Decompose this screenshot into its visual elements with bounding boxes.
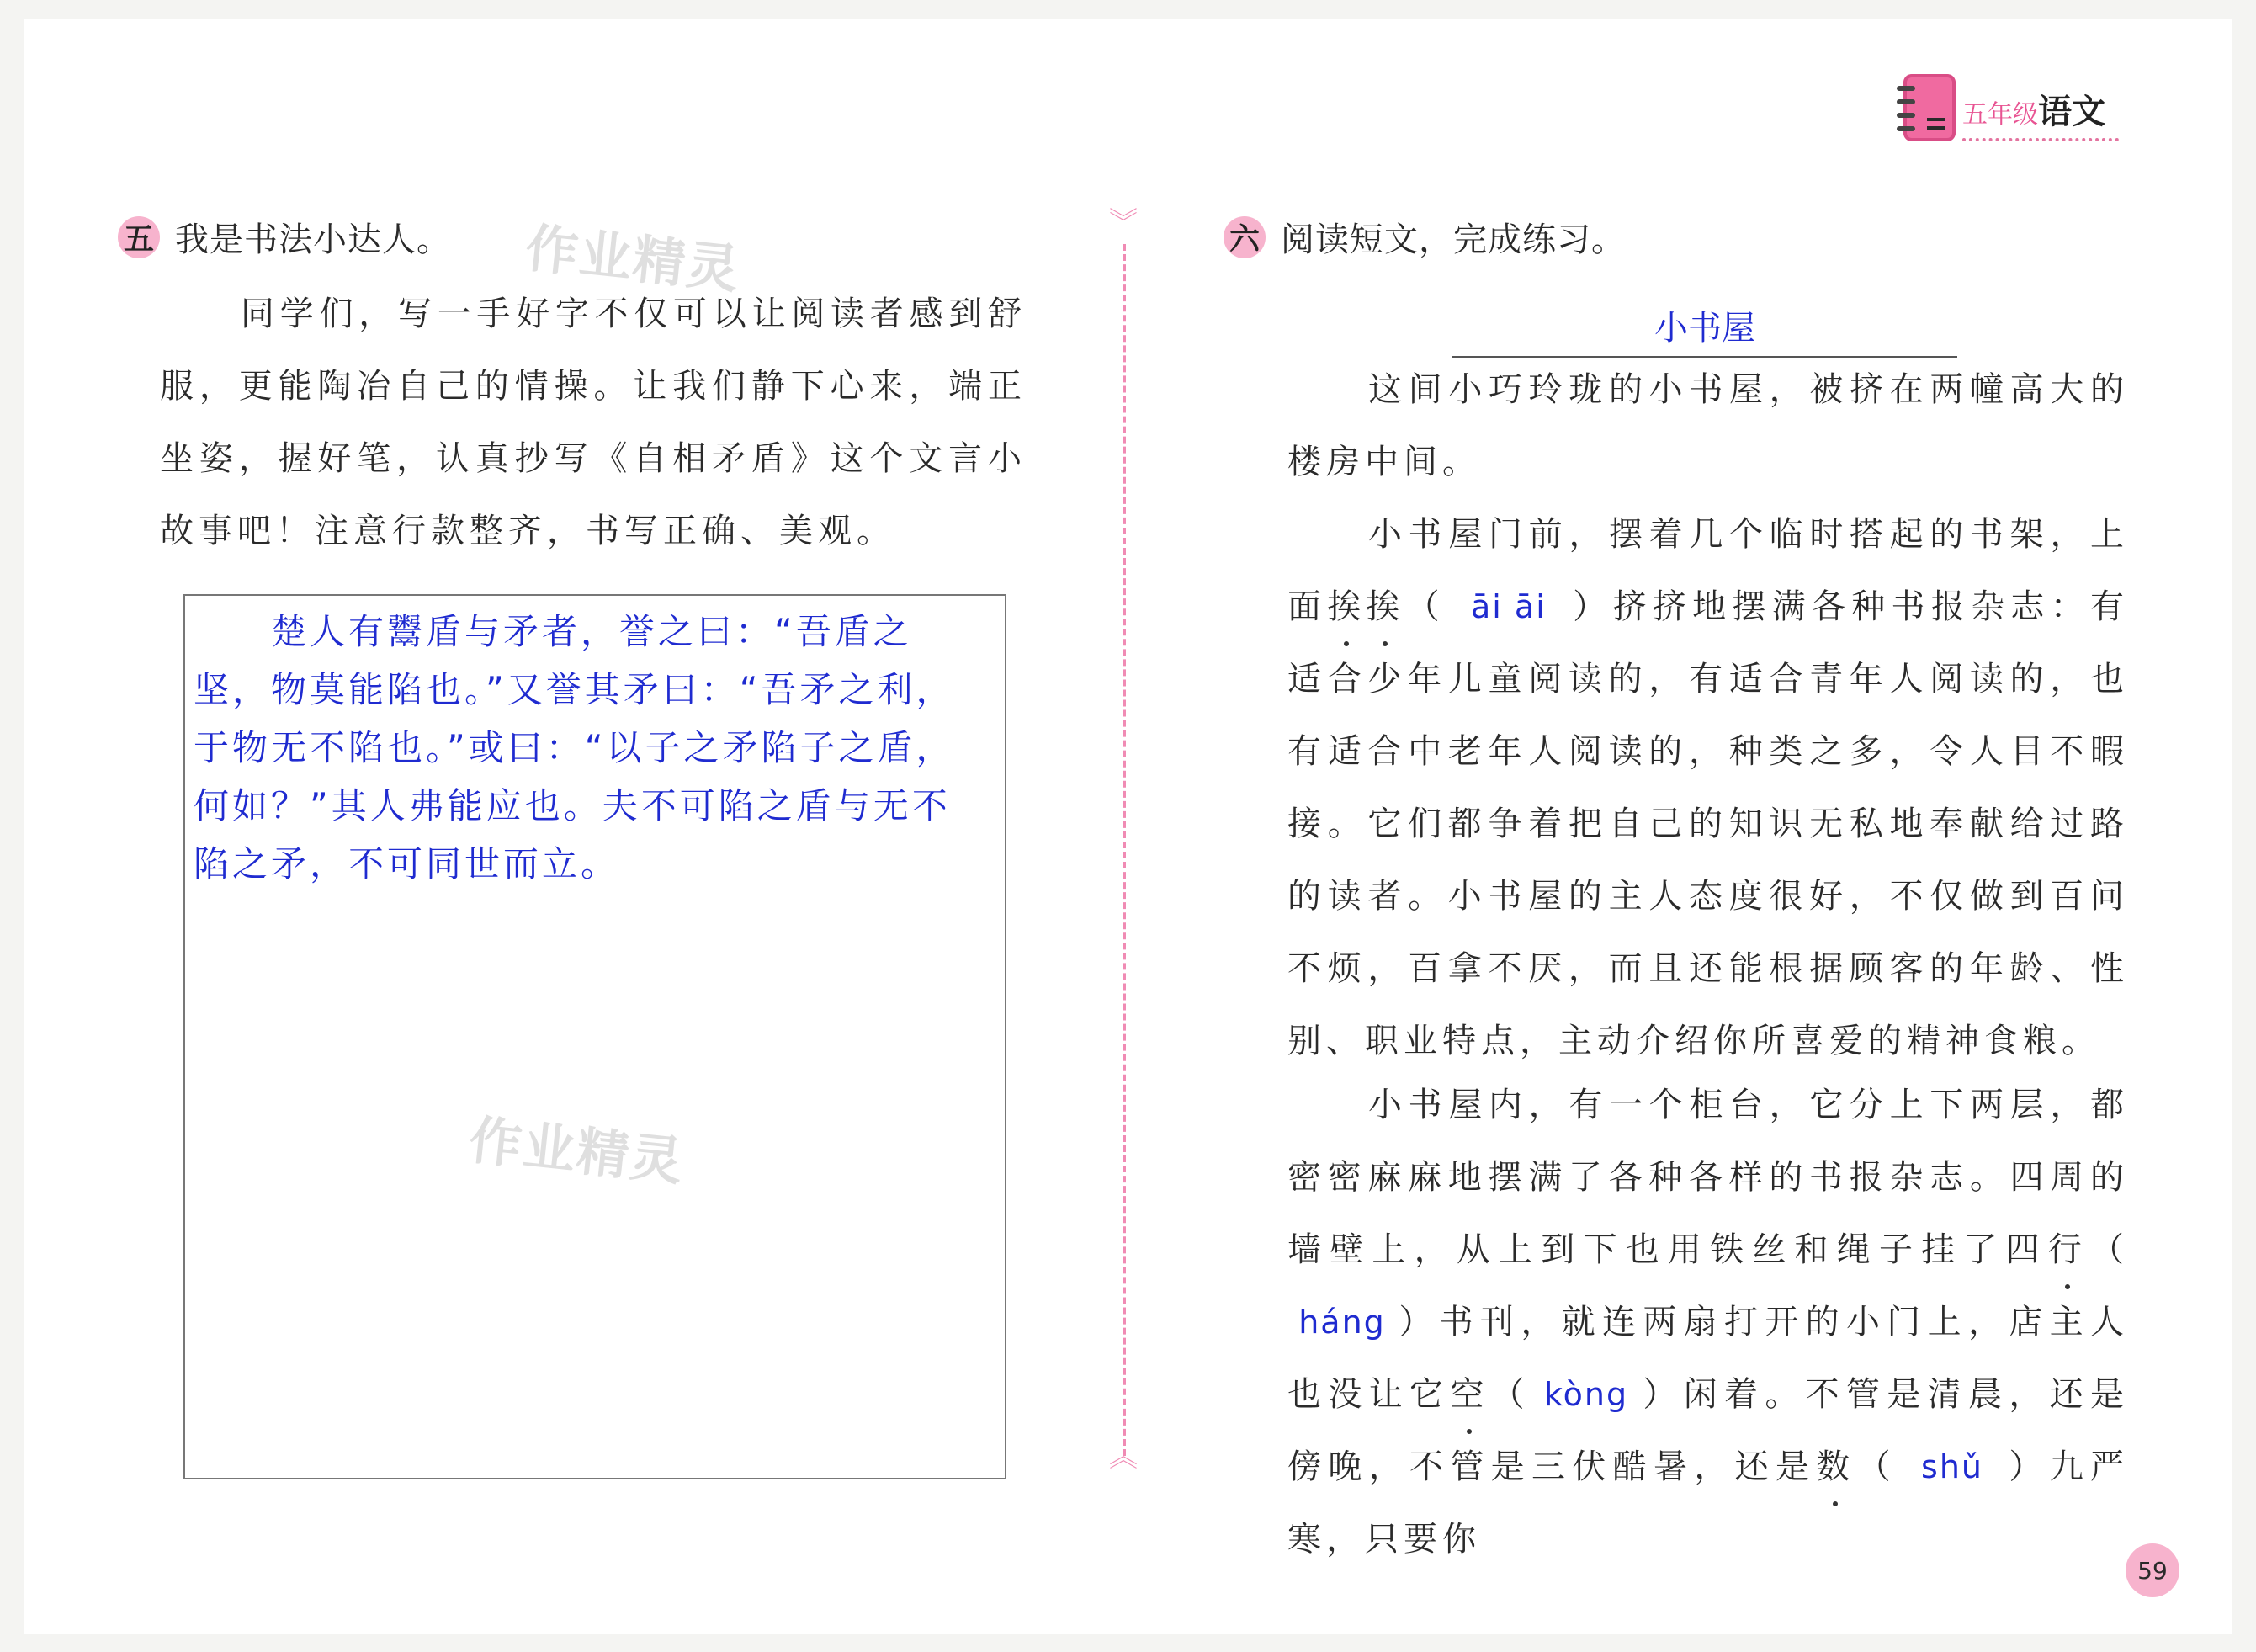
notebook-icon <box>1903 74 1956 141</box>
story-title-text: 小书屋 <box>1654 309 1755 348</box>
watermark-bottom: 作业精灵 <box>466 1108 687 1193</box>
p3-text-b: 书刊，就连两扇打开的小门上，店主人也没让它 <box>1287 1303 2130 1414</box>
p2-text-b: 挤挤地摆满各种书报杂志：有适合少年儿童阅读的，有适合青年人阅读的，也有适合中老年人阅读的，种类之多，令人目不暇接。它们都争着把自己的知识无私地奉献给过路的读者。小书屋的主人态度很好，不仅做到百问不烦，百拿不厌，而且还能根据顾客的年龄、性别、职业特点，主动介绍你所喜爱的精神食粮。 <box>1287 587 2130 1060</box>
brand-label <box>1962 85 2119 141</box>
emphasis-char-ai-1: 挨 <box>1327 571 1366 643</box>
section-6-title: 阅读短文，完成练习。 <box>1281 220 1626 259</box>
copied-classical-text: 楚人有鬻盾与矛者，誉之曰：“吾盾之坚，物莫能陷也。”又誉其矛曰：“吾矛之利，于物无不陷也。”或曰：“以子之矛陷子之盾，何如？”其人弗能应也。夫不可陷之盾与无不陷之矛，不可同世而立。 <box>194 611 955 884</box>
answer-hang[interactable]: háng <box>1298 1304 1386 1341</box>
page-divider <box>1123 244 1126 1456</box>
section-5-instruction: 同学们，写一手好字不仅可以让阅读者感到舒服，更能陶冶自己的情操。让我们静下心来，端正坐姿，握好笔，认真抄写《自相矛盾》这个文言小故事吧！注意行款整齐，书写正确、美观。 <box>160 295 1027 550</box>
emphasis-char-kong: 空 <box>1450 1358 1489 1431</box>
p3-text-d: 九严寒，只要你 <box>1287 1447 2130 1559</box>
emphasis-char-ai-2: 挨 <box>1366 571 1404 643</box>
copy-writing-box[interactable] <box>183 594 1006 1479</box>
p3-text-c: 闲着。不管是清晨，还是傍晚，不管是三伏酷暑，还是 <box>1287 1375 2130 1486</box>
chevron-down-icon: ︾ <box>1109 206 1138 240</box>
emphasis-char-shu: 数 <box>1816 1431 1855 1503</box>
emphasis-char-hang: 行 <box>2048 1214 2087 1286</box>
subject-label: 语文 <box>2038 93 2105 131</box>
story-paragraph-1: 这间小巧玲珑的小书屋，被挤在两幢高大的楼房中间。 <box>1287 370 2129 481</box>
story-title <box>1452 301 1957 358</box>
story-paragraph-3: 小书屋内，有一个柜台，它分上下两层，都密密麻麻地摆满了各种各样的书报杂志。四周的墙壁上，从上到下也用铁丝和绳子挂了四行（háng ）书刊，就连两扇打开的小门上，店主人也没让它空（ kòng ）闲着。不管是清晨，还是傍晚，不管是三伏酷暑，还是数（ shǔ ）九严寒，只要你 <box>1287 1086 2130 1559</box>
page-number: 59 <box>2126 1543 2179 1597</box>
section-6-badge: 六 <box>1224 216 1266 258</box>
header-brand <box>1903 74 2119 141</box>
answer-shu[interactable]: shǔ <box>1921 1448 1983 1485</box>
watermark-top: 作业精灵 <box>523 216 744 301</box>
section-6-header <box>1224 213 1626 261</box>
section-5-header <box>118 213 451 261</box>
answer-kong[interactable]: kòng <box>1543 1376 1629 1413</box>
p2-text-a: 小书屋门前，摆着几个临时搭起的书架，上面 <box>1287 515 2129 626</box>
section-5-title: 我是书法小达人。 <box>175 220 451 259</box>
grade-label: 五年级 <box>1962 100 2038 130</box>
story-paragraph-2: 小书屋门前，摆着几个临时搭起的书架，上面挨挨（ āi āi ）挤挤地摆满各种书报杂志：有适合少年儿童阅读的，有适合青年人阅读的，也有适合中老年人阅读的，种类之多，令人目不暇接。它们都争着把自己的知识无私地奉献给过路的读者。小书屋的主人态度很好，不仅做到百问不烦，百拿不厌，而且还能根据顾客的年龄、性别、职业特点，主动介绍你所喜爱的精神食粮。 <box>1287 515 2130 1060</box>
answer-ai-ai[interactable]: āi āi <box>1471 588 1547 625</box>
p3-text-a: 小书屋内，有一个柜台，它分上下两层，都密密麻麻地摆满了各种各样的书报杂志。四周的墙壁上，从上到下也用铁丝和绳子挂了四 <box>1287 1086 2129 1269</box>
section-5-badge: 五 <box>118 216 160 258</box>
chevron-up-icon: ︽ <box>1109 1440 1138 1474</box>
